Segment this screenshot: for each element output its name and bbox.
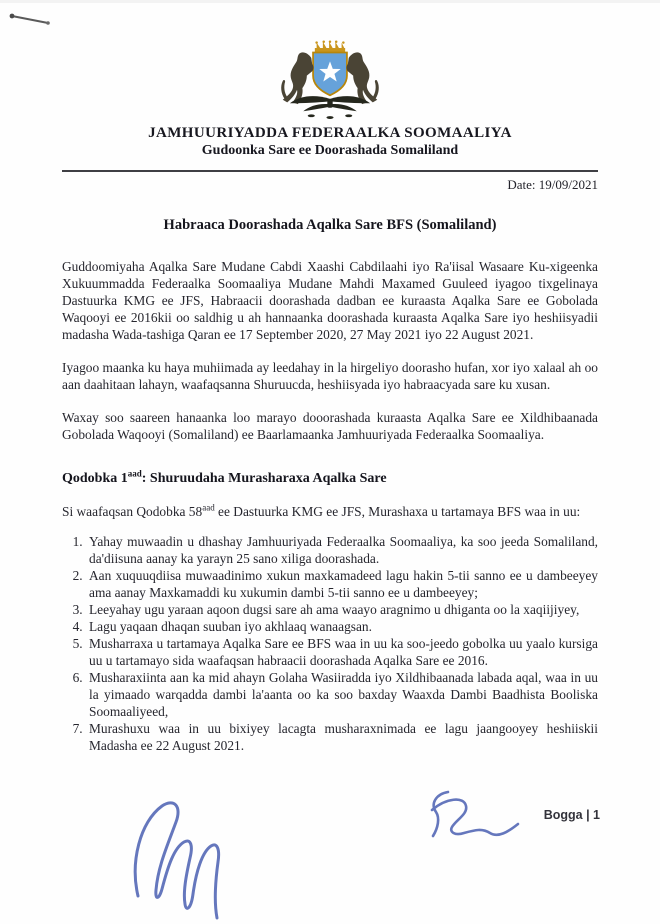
signature-left xyxy=(128,792,246,920)
org-subtitle: Gudoonka Sare ee Doorashada Somaliland xyxy=(201,143,459,158)
list-item-6: 6. Musharaxiinta aan ka mid ahayn Golaha Wasiiradda iyo Xildhibaanada labada aqal, waa in uu la yimaado warqadda dambi la'aanta oo ka soo baxday Waaxda Dambi Baadhista Booliska Soomaaliyeed, xyxy=(86,669,598,720)
org-title: JAMHUURIYADDA FEDERAALKA SOOMAALIYA xyxy=(148,125,512,141)
section-intro-prefix: Si waafaqsan Qodobka 58 xyxy=(62,504,203,519)
signature-right xyxy=(418,786,522,852)
list-item-1: 1. Yahay muwaadin u dhashay Jamhuuriyada Federaalka Soomaaliya, ka soo jeeda Somaliland, da'diisuna aanay ka yarayn 25 sano xiliga doorashada. xyxy=(86,533,598,567)
list-item-3: 3. Leeyahay ugu yaraan aqoon dugsi sare ah ama waayo aragnimo u dhiganta oo la xaqiijiyey, xyxy=(86,601,598,618)
section-intro-rest: ee Dastuurka KMG ee JFS, Murashaxa u tartamaya BFS waa in uu: xyxy=(214,504,581,519)
section-heading-rest: : Shuruudaha Murasharaxa Aqalka Sare xyxy=(141,471,387,486)
somalia-coat-of-arms-icon xyxy=(271,40,389,122)
document-title: Habraaca Doorashada Aqalka Sare BFS (Somaliland) xyxy=(163,217,497,233)
section-intro xyxy=(62,503,598,520)
list-item-5: 5. Musharraxa u tartamaya Aqalka Sare ee BFS waa in uu ka soo-jeedo gobolka uu yaalo kursiga uu u tartamayo sida waafaqsan habraacii doorashada Aqalka Sare ee 2016. xyxy=(86,635,598,669)
section-heading xyxy=(62,468,598,487)
date-line: Date: 19/09/2021 xyxy=(507,177,598,192)
list-item-2: 2. Aan xuquuqdiisa muwaadinimo xukun maxkamadeed lagu hakin 5-tii sanno ee u dambeeyey ama aanay Maxkamaddi ku xukumin dambi 5-tii sanno ee u dambeeyey; xyxy=(86,567,598,601)
section-heading-prefix: Qodobka 1 xyxy=(62,471,128,486)
header-divider xyxy=(62,170,598,172)
list-item-7: 7. Murashuxu waa in uu bixiyey lacagta musharaxnimada ee lagu jaangooyey heshiiskii Madasha ee 22 August 2021. xyxy=(86,720,598,754)
crown-icon xyxy=(315,41,345,53)
section-heading-superscript: aad xyxy=(127,468,142,479)
laurel-leaves-icon xyxy=(290,96,370,119)
page-number: Bogga | 1 xyxy=(543,808,600,822)
staple-mark xyxy=(6,6,58,32)
paragraph-3: Waxay soo saareen hanaanka loo marayo dooorashada kuraasta Aqalka Sare ee Xildhibaanada Gobolada Waqooyi (Somaliland) ee Baarlamaanka Jamhuuriyada Federaalka Soomaaliya. xyxy=(62,410,598,442)
requirements-list xyxy=(62,533,598,754)
paragraph-1: Guddoomiyaha Aqalka Sare Mudane Cabdi Xaashi Cabdilaahi iyo Ra'iisal Wasaare Ku-xigeenka Xukuummadda Federaalka Soomaaliya Mudane Mahdi Maxamed Guuleed iyagoo tixgelinaya Dastuurka KMG ee JFS, Habraacii doorashada dadban ee kuraasta Aqalka Sare ee Gobolada Waqooyi ee 2016kii oo saldhig u ah hannaanka doorashada kuraasta Aqalka Sare iyo heshiisyadii madasha Wada-tashiga Qaran ee 17 September 2020, 27 May 2021 iyo 22 August 2021. xyxy=(62,259,598,342)
paragraph-2: Iyagoo maanka ku haya muhiimada ay leedahay in la hirgeliyo doorasho hufan, xor iyo xalaal ah oo aan daahitaan lahayn, waafaqsanna Shuruucda, heshiisyada iyo habraacyada sare ku xusan. xyxy=(62,360,598,392)
emblem-wrap xyxy=(62,40,598,122)
shield-icon xyxy=(313,52,347,95)
list-item-4: 4. Lagu yaqaan dhaqan suuban iyo akhlaaq wanaagsan. xyxy=(86,618,598,635)
section-intro-superscript: aad xyxy=(202,502,215,513)
